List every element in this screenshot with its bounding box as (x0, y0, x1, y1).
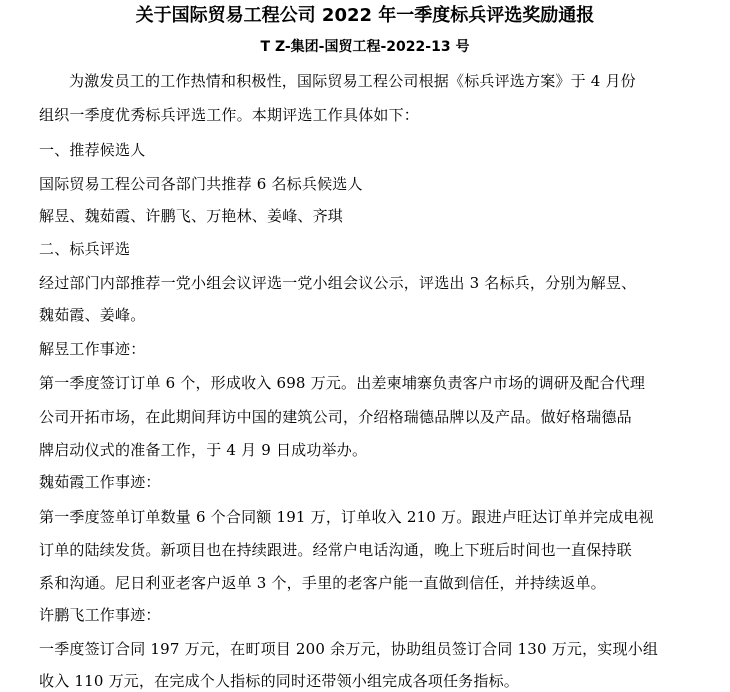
paragraph-line: 收入 110 万元，在完成个人指标的同时还带领小组完成各项任务指标。 (39, 672, 519, 690)
subsection-heading: 解昱工作事迹： (39, 340, 146, 358)
paragraph-line: 经过部门内部推荐一党小组会议评选一党小组会议公示，评选出 3 名标兵，分别为解昱、 (39, 274, 637, 292)
document-number: T Z-集团-国贸工程-2022-13 号 (260, 39, 470, 55)
paragraph-line: 牌启动仪式的准备工作，于 4 月 9 日成功举办。 (39, 441, 368, 459)
paragraph-line: 第一季度签单订单数量 6 个合同额 191 万，订单收入 210 万。跟进卢旺达订单并完成电视 (39, 508, 654, 526)
document-title: 关于国际贸易工程公司 2022 年一季度标兵评选奖励通报 (135, 5, 595, 26)
section-heading: 一、推荐候选人 (39, 141, 146, 159)
paragraph-line: 系和沟通。尼日利亚老客户返单 3 个，手里的老客户能一直做到信任，并持续返单。 (39, 574, 606, 592)
paragraph-line: 魏茹霞、姜峰。 (39, 306, 146, 324)
subsection-heading: 许鹏飞工作事迹： (39, 606, 161, 624)
paragraph-line: 为激发员工的工作热情和积极性，国际贸易工程公司根据《标兵评选方案》于 4 月份 (69, 72, 636, 90)
paragraph-line: 解昱、魏茹霞、许鹏飞、万艳林、姜峰、齐琪 (39, 207, 344, 225)
paragraph-line: 第一季度签订订单 6 个，形成收入 698 万元。出差柬埔寨负责客户市场的调研及配合代理 (39, 374, 646, 392)
paragraph-line: 国际贸易工程公司各部门共推荐 6 名标兵候选人 (39, 175, 363, 193)
paragraph-line: 一季度签订合同 197 万元，在町项目 200 余万元，协助组员签订合同 130 万元，实现小组 (39, 640, 659, 658)
paragraph-line: 公司开拓市场，在此期间拜访中国的建筑公司，介绍格瑞德品牌以及产品。做好格瑞德品 (39, 408, 632, 426)
section-heading: 二、标兵评选 (39, 240, 131, 258)
paragraph-line: 组织一季度优秀标兵评选工作。本期评选工作具体如下： (39, 106, 420, 124)
subsection-heading: 魏茹霞工作事迹： (39, 473, 161, 491)
paragraph-line: 订单的陆续发货。新项目也在持续跟进。经常户电话沟通，晚上下班后时间也一直保持联 (39, 541, 632, 559)
